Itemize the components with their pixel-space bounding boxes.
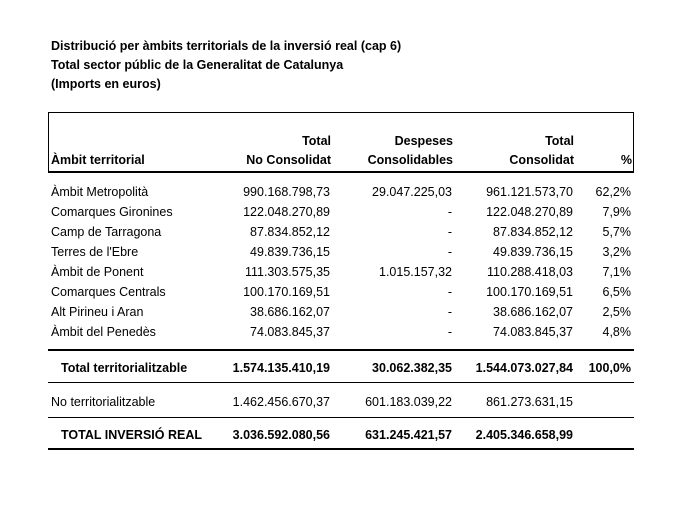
cell-total-no-consolidat: 38.686.162,07 — [250, 305, 330, 319]
cell-total-no-consolidat: 3.036.592.080,56 — [232, 428, 330, 442]
cell-total-no-consolidat: 49.839.736,15 — [250, 245, 330, 259]
section-divider — [48, 417, 634, 418]
cell-percent: 3,2% — [602, 245, 631, 259]
cell-percent: 7,9% — [602, 205, 631, 219]
cell-despeses-consolidables: - — [447, 285, 452, 299]
cell-total-no-consolidat: 111.303.575,35 — [244, 265, 330, 279]
header-total-no-consolidat-line1: Total — [302, 134, 331, 148]
cell-percent: 5,7% — [602, 225, 631, 239]
cell-total-consolidat: 961.121.573,70 — [486, 185, 573, 199]
cell-percent: 7,1% — [602, 265, 631, 279]
section-divider — [48, 382, 634, 383]
cell-ambit: Alt Pirineu i Aran — [51, 305, 144, 319]
cell-total-no-consolidat: 87.834.852,12 — [250, 225, 330, 239]
cell-ambit: Camp de Tarragona — [51, 225, 162, 239]
header-despeses-line1: Despeses — [394, 134, 453, 148]
cell-ambit: Àmbit Metropolità — [51, 185, 149, 199]
report-subtitle: Total sector públic de la Generalitat de Catalunya — [51, 58, 344, 72]
cell-despeses-consolidables: - — [447, 305, 452, 319]
row-no-territorialitzable — [48, 392, 634, 412]
cell-ambit: Total territorialitzable — [61, 361, 188, 375]
cell-despeses-consolidables: 631.245.421,57 — [365, 428, 452, 442]
cell-despeses-consolidables: - — [447, 225, 452, 239]
cell-percent: 2,5% — [602, 305, 631, 319]
cell-despeses-consolidables: 29.047.225,03 — [372, 185, 452, 199]
cell-despeses-consolidables: - — [447, 205, 452, 219]
cell-ambit: Àmbit de Ponent — [51, 265, 144, 279]
cell-total-no-consolidat: 1.462.456.670,37 — [232, 395, 330, 409]
header-despeses-line2: Consolidables — [367, 153, 453, 167]
cell-despeses-consolidables: - — [447, 325, 452, 339]
cell-percent: 6,5% — [602, 285, 631, 299]
header-ambit: Àmbit territorial — [51, 153, 145, 167]
cell-total-consolidat: 38.686.162,07 — [493, 305, 573, 319]
cell-despeses-consolidables: - — [447, 245, 452, 259]
grand-total-row — [48, 425, 634, 445]
cell-despeses-consolidables: 30.062.382,35 — [372, 361, 452, 375]
cell-total-no-consolidat: 990.168.798,73 — [243, 185, 330, 199]
cell-ambit: No territorialitzable — [51, 395, 156, 409]
cell-total-consolidat: 861.273.631,15 — [486, 395, 573, 409]
cell-total-consolidat: 122.048.270,89 — [486, 205, 573, 219]
header-percent: % — [620, 153, 632, 167]
table-row — [48, 202, 634, 222]
report-titles — [51, 37, 401, 94]
header-total-no-consolidat-line2: No Consolidat — [246, 153, 331, 167]
cell-percent: 100,0% — [588, 361, 631, 375]
cell-despeses-consolidables: 601.183.039,22 — [365, 395, 452, 409]
cell-total-no-consolidat: 74.083.845,37 — [250, 325, 330, 339]
cell-total-consolidat: 100.170.169,51 — [486, 285, 573, 299]
table-header — [48, 112, 634, 173]
report-title: Distribució per àmbits territorials de la inversió real (cap 6) — [51, 39, 402, 53]
table-row — [48, 302, 634, 322]
header-total-consolidat-line1: Total — [545, 134, 574, 148]
table-row — [48, 282, 634, 302]
cell-ambit: Comarques Gironines — [51, 205, 173, 219]
table-row — [48, 222, 634, 242]
cell-total-consolidat: 110.288.418,03 — [487, 265, 573, 279]
cell-ambit: Àmbit del Penedès — [51, 325, 156, 339]
cell-total-no-consolidat: 122.048.270,89 — [243, 205, 330, 219]
cell-percent: 4,8% — [602, 325, 631, 339]
subtotal-row-territorialitzable — [48, 358, 634, 378]
cell-total-no-consolidat: 1.574.135.410,19 — [232, 361, 330, 375]
cell-total-consolidat: 1.544.073.027,84 — [475, 361, 573, 375]
cell-ambit: Comarques Centrals — [51, 285, 166, 299]
table-row — [48, 182, 634, 202]
cell-total-consolidat: 87.834.852,12 — [493, 225, 573, 239]
section-divider — [48, 349, 634, 351]
table-bottom-border — [48, 448, 634, 450]
cell-total-consolidat: 2.405.346.658,99 — [475, 428, 573, 442]
table-row — [48, 262, 634, 282]
table-row — [48, 322, 634, 342]
cell-total-no-consolidat: 100.170.169,51 — [243, 285, 330, 299]
cell-total-consolidat: 74.083.845,37 — [493, 325, 573, 339]
cell-total-consolidat: 49.839.736,15 — [493, 245, 573, 259]
table-row — [48, 242, 634, 262]
header-total-consolidat-line2: Consolidat — [509, 153, 574, 167]
cell-ambit: TOTAL INVERSIÓ REAL — [61, 428, 202, 442]
cell-despeses-consolidables: 1.015.157,32 — [379, 265, 452, 279]
report-units-note: (Imports en euros) — [51, 77, 161, 91]
cell-percent: 62,2% — [595, 185, 631, 199]
cell-ambit: Terres de l'Ebre — [51, 245, 139, 259]
